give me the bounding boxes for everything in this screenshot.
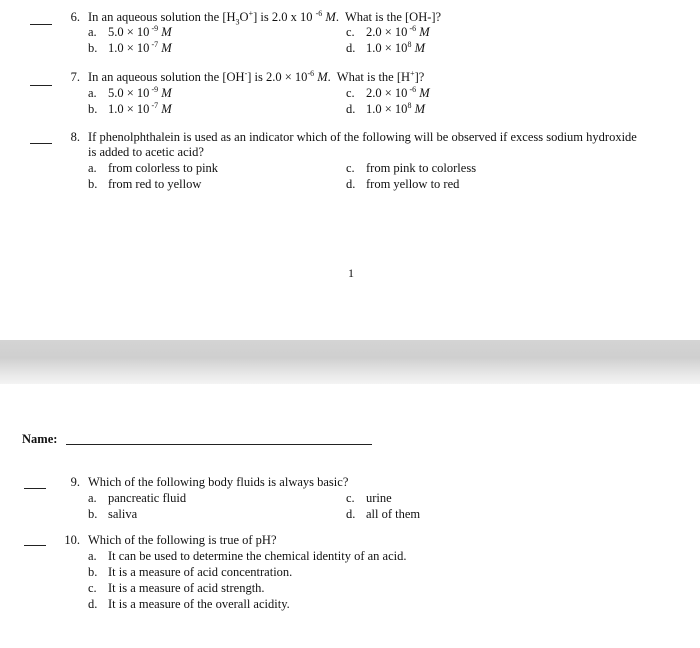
q6-option-c[interactable]: c. 2.0 × 10 $^{-6}$ M xyxy=(346,23,430,39)
page-number: 1 xyxy=(348,266,354,280)
question-9-text: Which of the following body fluids is always basic? xyxy=(88,475,349,489)
q9-option-a[interactable]: a. pancreatic fluid xyxy=(88,491,187,505)
q7-option-c[interactable]: c. 2.0 × 10 $^{-6}$ M xyxy=(346,84,430,100)
q6-option-d[interactable]: d. $1.0 \times 10^8$ M xyxy=(346,39,425,55)
answer-blank-q10[interactable] xyxy=(24,545,46,546)
q8-option-b[interactable]: b. from red to yellow xyxy=(88,177,202,191)
q9-option-c[interactable]: c. urine xyxy=(346,491,392,505)
answer-blank-q9[interactable] xyxy=(24,488,46,489)
question-number: 10. xyxy=(64,533,80,547)
q10-option-b[interactable]: b. It is a measure of acid concentration. xyxy=(88,565,293,579)
question-7-text: In an aqueous solution the [OH-] is $2.0 \times 10^{-6}$ M. What is the [H+]? xyxy=(88,68,425,84)
question-10-text: Which of the following is true of pH? xyxy=(88,533,277,547)
name-input-line[interactable] xyxy=(66,444,372,445)
question-number: 7. xyxy=(70,70,80,84)
question-6-text: In an aqueous solution the $[H_3O^+]$ is 2.0 x 10 $^{-6}$ M. What is the [OH-]? xyxy=(88,8,442,27)
question-number: 9. xyxy=(70,475,80,489)
q8-option-a[interactable]: a. from colorless to pink xyxy=(88,161,219,175)
q7-option-a[interactable]: a. 5.0 × 10 $^{-9}$ M xyxy=(88,84,172,100)
question-number: 8. xyxy=(70,130,80,144)
q6-option-b[interactable]: b. 1.0 × 10 $^{-7}$ M xyxy=(88,39,172,55)
q10-option-a[interactable]: a. It can be used to determine the chemical identity of an acid. xyxy=(88,549,407,563)
q8-option-c[interactable]: c. from pink to colorless xyxy=(346,161,477,175)
q9-option-b[interactable]: b. saliva xyxy=(88,507,138,521)
q7-option-d[interactable]: d. $1.0 \times 10^8$ M xyxy=(346,100,425,116)
question-number: 6. xyxy=(70,10,80,24)
q9-option-d[interactable]: d. all of them xyxy=(346,507,421,521)
q8-option-d[interactable]: d. from yellow to red xyxy=(346,177,460,191)
answer-blank-q8[interactable] xyxy=(30,143,52,144)
question-8-text-line1: If phenolphthalein is used as an indicator which of the following will be observed if excess sodium hydroxide xyxy=(88,130,637,144)
answer-blank-q7[interactable] xyxy=(30,85,52,86)
q10-option-c[interactable]: c. It is a measure of acid strength. xyxy=(88,581,265,595)
q10-option-d[interactable]: d. It is a measure of the overall acidity. xyxy=(88,597,290,611)
answer-blank-q6[interactable] xyxy=(30,24,52,25)
q6-option-a[interactable]: a. 5.0 × 10 $^{-9}$ M xyxy=(88,23,172,39)
page-break-divider xyxy=(0,340,700,384)
question-8-text-line2: is added to acetic acid? xyxy=(88,145,204,159)
q7-option-b[interactable]: b. 1.0 × 10 $^{-7}$ M xyxy=(88,100,172,116)
name-label: Name: xyxy=(22,432,58,446)
